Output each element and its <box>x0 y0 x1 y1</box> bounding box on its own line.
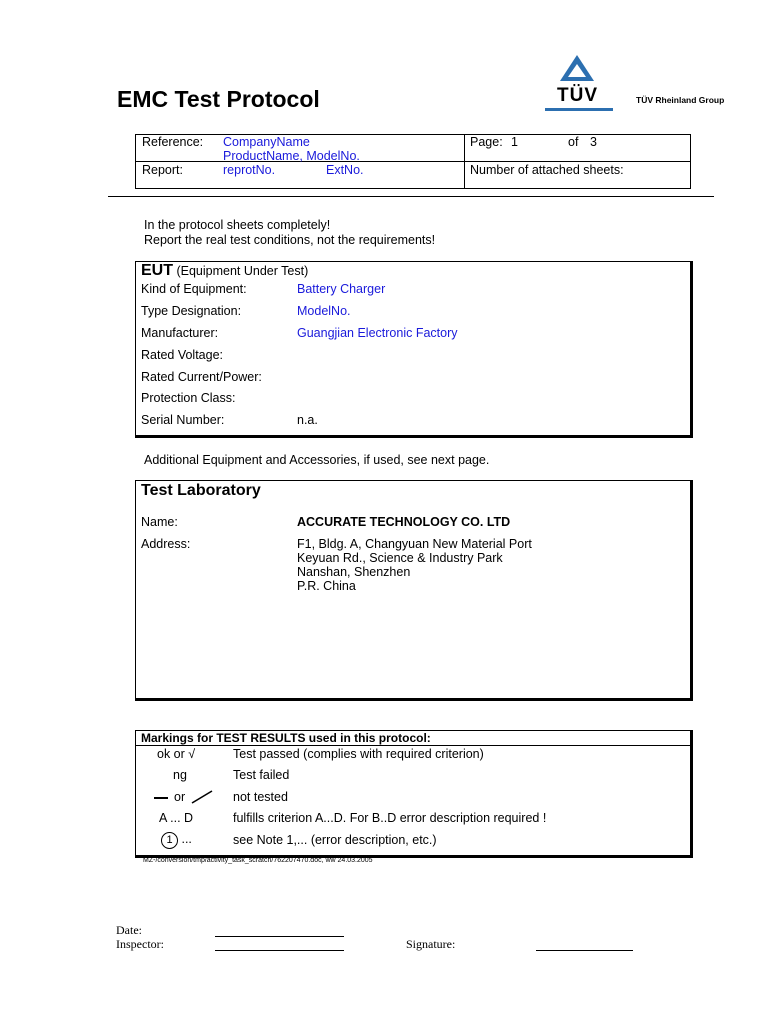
file-path-footnote: MZ-/conversion/tmp/activity_task_scratch/762207470.doc, ww 24.03.2005 <box>143 857 373 864</box>
lab-address-label: Address: <box>141 537 191 551</box>
lab-address-line-3: Nanshan, Shenzhen <box>297 565 411 579</box>
reference-product: ProductName, ModelNo. <box>223 149 360 163</box>
marking-symbol-failed: ng <box>173 768 187 782</box>
tuv-logo-triangle-icon <box>557 53 597 83</box>
report-number: reprotNo. <box>223 163 276 177</box>
tuv-logo-bar <box>545 108 613 111</box>
lab-address-line-2: Keyuan Rd., Science & Industry Park <box>297 551 503 565</box>
slash-stroke-icon <box>190 789 214 805</box>
eut-label-voltage: Rated Voltage: <box>141 348 224 362</box>
lab-name-label: Name: <box>141 515 178 529</box>
signature-label: Signature: <box>406 937 456 951</box>
eut-heading <box>141 262 308 280</box>
marking-symbol-or: or <box>174 790 186 804</box>
eut-label-manufacturer: Manufacturer: <box>141 326 219 340</box>
markings-heading: Markings for TEST RESULTS used in this protocol: <box>141 731 431 745</box>
page-of-label: of <box>568 135 579 149</box>
instruction-line-2: Report the real test conditions, not the requirements! <box>144 233 436 247</box>
reference-company: CompanyName <box>223 135 310 149</box>
date-label: Date: <box>116 923 142 937</box>
eut-heading-title: EUT <box>141 262 173 279</box>
marking-desc-failed: Test failed <box>233 768 290 782</box>
report-ext-number: ExtNo. <box>326 163 364 177</box>
marking-desc-criterion: fulfills criterion A...D. For B..D error description required ! <box>233 811 547 825</box>
page-title: EMC Test Protocol <box>117 86 320 112</box>
eut-label-protection: Protection Class: <box>141 391 236 405</box>
marking-symbol-note <box>161 832 192 849</box>
tuv-logo-text: TÜV <box>557 85 598 106</box>
eut-label-serial: Serial Number: <box>141 413 225 427</box>
eut-label-kind: Kind of Equipment: <box>141 282 247 296</box>
date-field[interactable] <box>215 936 344 937</box>
page-number: 1 <box>511 135 518 149</box>
reference-row-divider <box>135 161 691 162</box>
additional-equipment-note: Additional Equipment and Accessories, if used, see next page. <box>144 453 490 467</box>
tuv-group-label: TÜV Rheinland Group <box>636 95 725 105</box>
lab-heading: Test Laboratory <box>141 482 261 499</box>
lab-address-line-1: F1, Bldg. A, Changyuan New Material Port <box>297 537 532 551</box>
eut-value-serial: n.a. <box>297 413 318 427</box>
circled-number-icon: 1 <box>161 832 178 849</box>
test-laboratory-section <box>135 480 693 701</box>
attached-sheets-label: Number of attached sheets: <box>470 163 624 177</box>
dash-icon <box>154 797 168 799</box>
page-total: 3 <box>590 135 597 149</box>
report-label: Report: <box>142 163 183 177</box>
lab-name-value: ACCURATE TECHNOLOGY CO. LTD <box>297 515 511 529</box>
marking-symbol-passed: ok or √ <box>157 747 196 761</box>
marking-desc-passed: Test passed (complies with required criterion) <box>233 747 484 761</box>
eut-heading-subtitle: (Equipment Under Test) <box>176 264 309 278</box>
marking-desc-not-tested: not tested <box>233 790 288 804</box>
markings-heading-divider <box>135 745 691 746</box>
eut-value-kind: Battery Charger <box>297 282 386 296</box>
eut-label-type: Type Designation: <box>141 304 242 318</box>
inspector-field[interactable] <box>215 950 344 951</box>
marking-symbol-criterion: A ... D <box>159 811 194 825</box>
reference-label: Reference: <box>142 135 204 149</box>
marking-symbol-note-tail: ... <box>181 832 192 846</box>
marking-desc-note: see Note 1,... (error description, etc.) <box>233 833 437 847</box>
lab-address-line-4: P.R. China <box>297 579 356 593</box>
page-label: Page: <box>470 135 503 149</box>
signature-field[interactable] <box>536 950 633 951</box>
eut-label-current: Rated Current/Power: <box>141 370 262 384</box>
instruction-line-1: In the protocol sheets completely! <box>144 218 331 232</box>
eut-value-type: ModelNo. <box>297 304 351 318</box>
eut-value-manufacturer: Guangjian Electronic Factory <box>297 326 458 340</box>
inspector-label: Inspector: <box>116 937 164 951</box>
header-separator <box>108 196 714 197</box>
